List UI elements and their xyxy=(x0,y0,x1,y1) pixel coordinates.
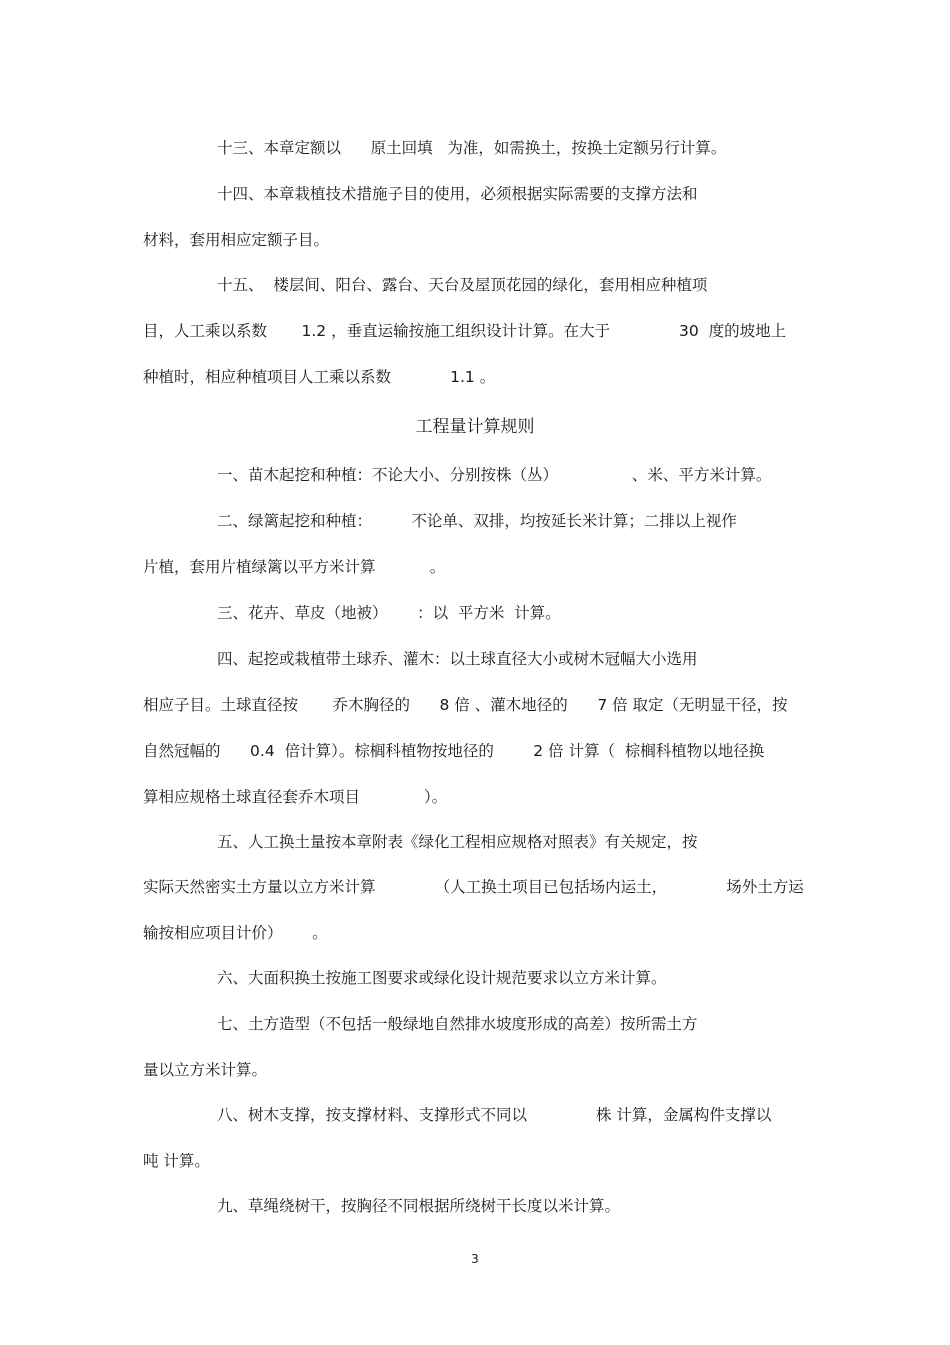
text-line: 十四、本章栽植技术措施子目的使用，必须根据实际需要的支撑方法和 xyxy=(217,185,698,203)
text-line: 十三、本章定额以 原土回填 为准，如需换土，按换土定额另行计算。 xyxy=(217,139,727,157)
section-title: 工程量计算规则 xyxy=(415,417,535,437)
text-line: 吨 计算。 xyxy=(143,1152,210,1170)
text-line: 七、土方造型（不包括一般绿地自然排水坡度形成的高差）按所需土方 xyxy=(217,1015,698,1033)
text-line: 算相应规格土球直径套乔木项目 ）。 xyxy=(143,788,448,806)
text-line: 九、草绳绕树干，按胸径不同根据所绕树干长度以米计算。 xyxy=(217,1197,621,1215)
text-line: 二、绿篱起挖和种植： 不论单、双排，均按延长米计算；二排以上视作 xyxy=(217,512,737,530)
text-line: 实际天然密实土方量以立方米计算 （人工换土项目已包括场内运土， 场外土方运 xyxy=(143,878,804,896)
text-line: 目，人工乘以系数 1.2 ，垂直运输按施工组织设计计算。在大于 30 度的坡地上 xyxy=(143,322,787,340)
text-line: 量以立方米计算。 xyxy=(143,1061,268,1079)
text-line: 种植时，相应种植项目人工乘以系数 1.1 。 xyxy=(143,368,496,386)
text-line: 四、起挖或栽植带土球乔、灌木：以土球直径大小或树木冠幅大小选用 xyxy=(217,650,698,668)
text-line: 一、苗木起挖和种植：不论大小、分别按株（丛） 、米、平方米计算。 xyxy=(217,466,772,484)
text-line: 六、大面积换土按施工图要求或绿化设计规范要求以立方米计算。 xyxy=(217,969,667,987)
text-line: 三、花卉、草皮（地被） ：以 平方米 计算。 xyxy=(217,604,561,622)
text-line: 片植，套用片植绿篱以平方米计算 。 xyxy=(143,558,446,576)
text-line: 十五、 楼层间、阳台、露台、天台及屋顶花园的绿化，套用相应种植项 xyxy=(217,276,708,294)
text-line: 输按相应项目计价） 。 xyxy=(143,924,328,942)
page-number: 3 xyxy=(471,1252,479,1266)
text-line: 八、树木支撑，按支撑材料、支撑形式不同以 株 计算，金属构件支撑以 xyxy=(217,1106,772,1124)
text-line: 材料，套用相应定额子目。 xyxy=(143,231,330,249)
text-line: 五、人工换土量按本章附表《绿化工程相应规格对照表》有关规定，按 xyxy=(217,833,698,851)
text-line: 自然冠幅的 0.4 倍计算）。棕榈科植物按地径的 2 倍 计算（ 棕榈科植物以地径换 xyxy=(143,742,765,760)
text-line: 相应子目。土球直径按 乔木胸径的 8 倍 、灌木地径的 7 倍 取定（无明显干径，按 xyxy=(143,696,788,714)
